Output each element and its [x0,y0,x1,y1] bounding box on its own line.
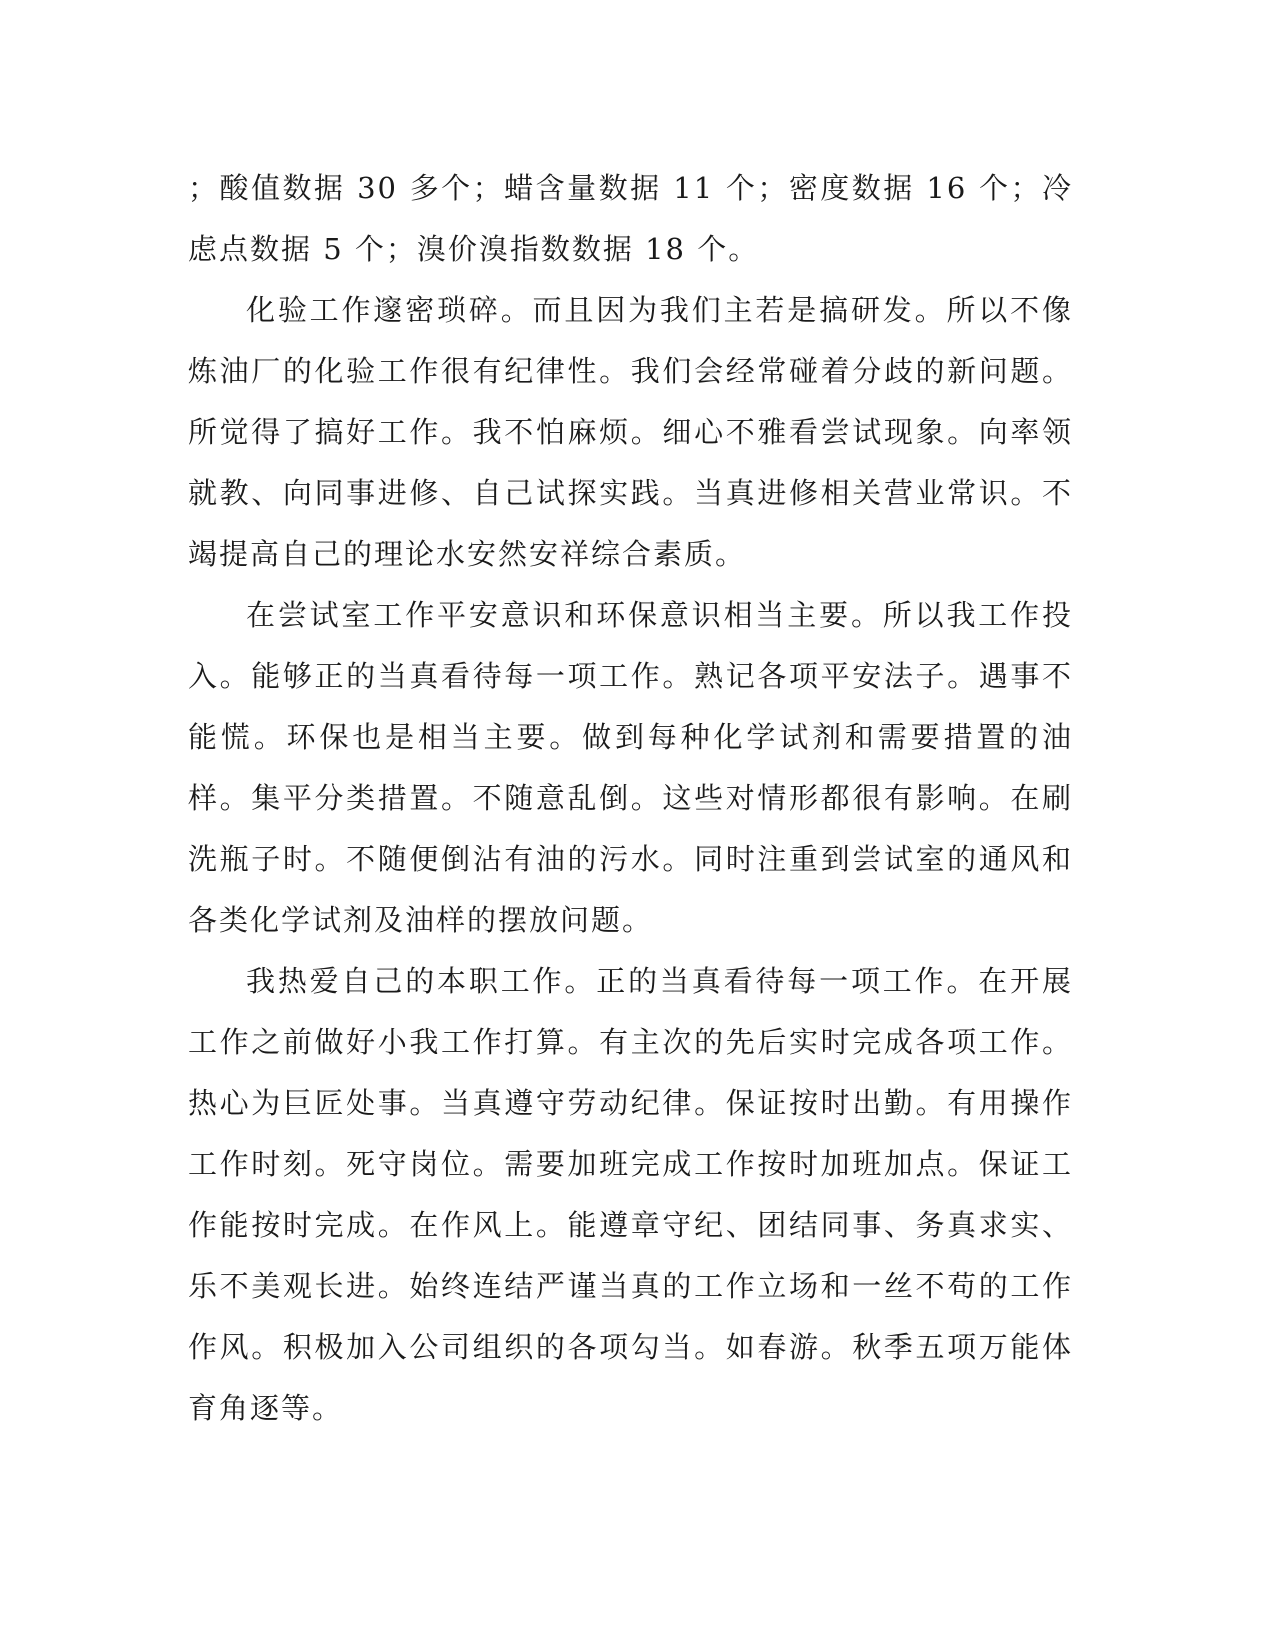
paragraph-continued-data-list: ；酸值数据 30 多个；蜡含量数据 11 个；密度数据 16 个；冷虑点数据 5 个；溴价溴指数数据 18 个。 [188,171,1073,266]
paragraph-work-attitude: 我热爱自己的本职工作。正的当真看待每一项工作。在开展工作之前做好小我工作打算。有主次的先后实时完成各项工作。热心为巨匠处事。当真遵守劳动纪律。保证按时出勤。有用操作工作时刻。死守岗位。需要加班完成工作按时加班加点。保证工作能按时完成。在作风上。能遵章守纪、团结同事、务真求实、乐不美观长进。始终连结严谨当真的工作立场和一丝不苟的工作作风。积极加入公司组织的各项勾当。如春游。秋季五项万能体育角逐等。 [188,964,1073,1425]
paragraph-lab-work: 化验工作邃密琐碎。而且因为我们主若是搞研发。所以不像炼油厂的化验工作很有纪律性。我们会经常碰着分歧的新问题。所觉得了搞好工作。我不怕麻烦。细心不雅看尝试现象。向率领就教、向同事进修、自己试探实践。当真进修相关营业常识。不竭提高自己的理论水安然安祥综合素质。 [188,293,1073,571]
document-body [188,158,1073,1439]
paragraph-safety-environment: 在尝试室工作平安意识和环保意识相当主要。所以我工作投入。能够正的当真看待每一项工作。熟记各项平安法子。遇事不能慌。环保也是相当主要。做到每种化学试剂和需要措置的油样。集平分类措置。不随意乱倒。这些对情形都很有影响。在刷洗瓶子时。不随便倒沾有油的污水。同时注重到尝试室的通风和各类化学试剂及油样的摆放问题。 [188,598,1073,937]
